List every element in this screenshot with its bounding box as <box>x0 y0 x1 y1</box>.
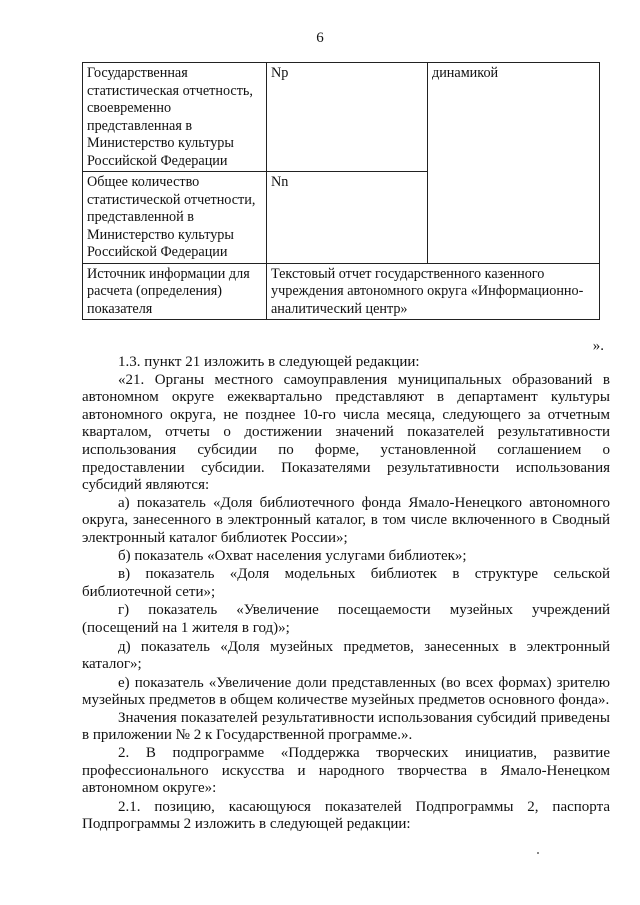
paragraph: б) показатель «Охват населения услугами библиотек»; <box>118 547 467 564</box>
table-cell-note: динамикой <box>428 63 600 264</box>
paragraph: «21. Органы местного самоуправления муниципальных образований в автономном округе ежеквартально представляют в департамент культуры автономного округа, не позднее 10-го числа месяца, следующего за отчетным кварталом, отчеты о достижении значений показателей результативности использования субсидии по форме, установленной соглашением о предоставлении субсидии. Показателями результативности использования субсидий являются: <box>82 371 610 494</box>
table-cell-symbol: Np <box>267 63 428 172</box>
indicator-table <box>82 62 600 320</box>
paragraph: Значения показателей результативности использования субсидий приведены в приложении № 2 к Государственной программе.». <box>82 709 610 744</box>
paragraph: 2.1. позицию, касающуюся показателей Подпрограммы 2, паспорта Подпрограммы 2 изложить в следующей редакции: <box>82 798 610 833</box>
table-cell-indicator-name: Общее количество статистической отчетности, представленной в Министерство культуры Российской Федерации <box>83 172 267 264</box>
table-cell-indicator-name: Государственная статистическая отчетность, своевременно представленная в Министерство культуры Российской Федерации <box>83 63 267 172</box>
table-row <box>83 263 600 320</box>
table-row <box>83 63 600 172</box>
paragraph: д) показатель «Доля музейных предметов, занесенных в электронный каталог»; <box>82 638 610 673</box>
table-cell-symbol: Nn <box>267 172 428 264</box>
table-cell-source-value: Текстовый отчет государственного казенного учреждения автономного округа «Информационно-аналитический центр» <box>267 263 600 320</box>
paragraph: г) показатель «Увеличение посещаемости музейных учреждений (посещений на 1 жителя в год)»; <box>82 602 610 636</box>
paragraph: а) показатель «Доля библиотечного фонда Ямало-Ненецкого автономного округа, занесенного в электронный каталог, в том числе включенного в Сводный электронный каталог библиотек России»; <box>82 494 610 546</box>
document-body <box>82 354 610 834</box>
page-number: 6 <box>316 30 324 46</box>
table-cell-source-label: Источник информации для расчета (определения) показателя <box>83 263 267 320</box>
paragraph: 1.3. пункт 21 изложить в следующей редакции: <box>118 354 420 370</box>
closing-quote: ». <box>592 338 604 354</box>
paragraph: в) показатель «Доля модельных библиотек в структуре сельской библиотечной сети»; <box>82 566 610 600</box>
scan-speck <box>537 852 539 854</box>
paragraph: 2. В подпрограмме «Поддержка творческих инициатив, развитие профессионального искусства и народного творчества в Ямало-Ненецком автономном округе»: <box>82 745 610 797</box>
paragraph: е) показатель «Увеличение доли представленных (во всех формах) зрителю музейных предметов в общем количестве музейных предметов основного фонда». <box>82 674 610 709</box>
